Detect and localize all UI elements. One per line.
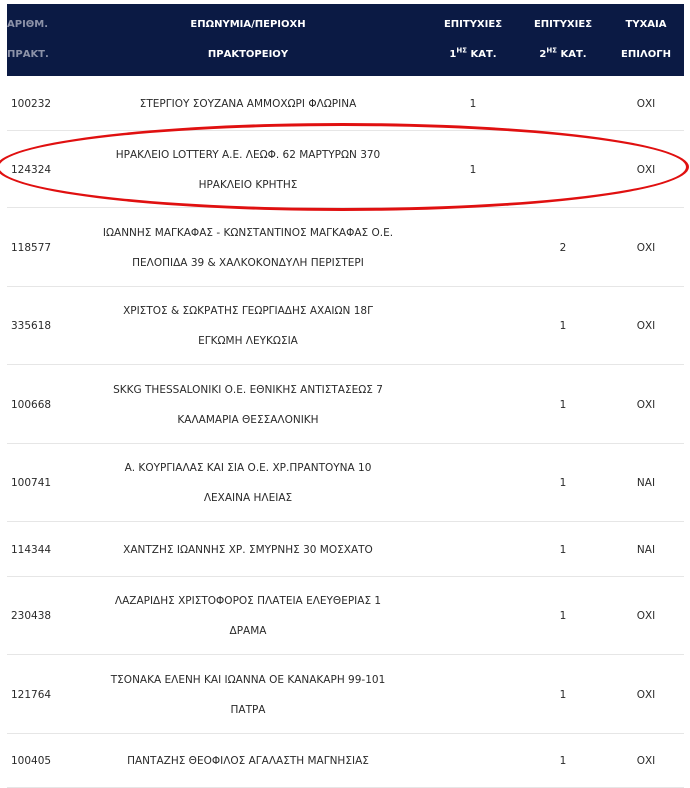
agency-name bbox=[68, 736, 428, 788]
header-agency-code: ΑΡΙΘΜ. ΠΡΑΚΤ. bbox=[7, 4, 68, 76]
table-header bbox=[7, 4, 684, 76]
second-category-wins bbox=[518, 78, 608, 130]
agency-code: 230438 bbox=[7, 579, 68, 655]
agency-name-line2: ΛΕΧΑΙΝΑ ΗΛΕΙΑΣ bbox=[203, 492, 293, 505]
header-second-category: ΕΠΙΤΥΧΙΕΣ $2^{H\Sigma}$ ΚΑΤ. bbox=[518, 4, 608, 76]
agency-code: 100232 bbox=[7, 78, 68, 130]
first-category-wins: 1 bbox=[428, 133, 518, 208]
second-category-wins: 1 bbox=[518, 524, 608, 576]
random-selection: ΟΧΙ bbox=[608, 579, 684, 655]
agency-code: 335618 bbox=[7, 289, 68, 365]
agency-name-line2: ΗΡΑΚΛΕΙΟ ΚΡΗΤΗΣ bbox=[198, 178, 298, 191]
random-selection: ΝΑΙ bbox=[608, 524, 684, 576]
first-category-wins bbox=[428, 657, 518, 733]
random-selection: ΟΧΙ bbox=[608, 289, 684, 365]
agency-name-line1: ΧΡΙΣΤΟΣ & ΣΩΚΡΑΤΗΣ ΓΕΩΡΓΙΑΔΗΣ ΑΧΑΙΩΝ 18Γ bbox=[123, 305, 373, 318]
table-row bbox=[7, 736, 684, 788]
agency-code: 114344 bbox=[7, 524, 68, 576]
agency-name-line1: ΙΩΑΝΝΗΣ ΜΑΓΚΑΦΑΣ - ΚΩΝΣΤΑΝΤΙΝΟΣ ΜΑΓΚΑΦΑΣ Ο.Ε. bbox=[102, 226, 394, 239]
winning-agencies-table bbox=[7, 4, 684, 788]
table-row bbox=[7, 289, 684, 365]
header-agency-name: ΕΠΩΝΥΜΙΑ/ΠΕΡΙΟΧΗ ΠΡΑΚΤΟΡΕΙΟΥ bbox=[68, 4, 428, 76]
second-category-wins bbox=[518, 133, 608, 208]
second-category-wins: 1 bbox=[518, 736, 608, 788]
agency-name-line2: ΕΓΚΩΜΗ ΛΕΥΚΩΣΙΑ bbox=[198, 335, 298, 348]
table-row bbox=[7, 78, 684, 130]
table-row bbox=[7, 133, 684, 208]
first-category-wins: 1 bbox=[428, 78, 518, 130]
agency-name bbox=[68, 367, 428, 443]
agency-name bbox=[68, 657, 428, 733]
agency-name-line2: ΚΑΛΑΜΑΡΙΑ ΘΕΣΣΑΛΟΝΙΚΗ bbox=[177, 413, 319, 426]
random-selection: ΟΧΙ bbox=[608, 736, 684, 788]
random-selection: ΝΑΙ bbox=[608, 446, 684, 522]
table-row bbox=[7, 446, 684, 522]
table-row bbox=[7, 210, 684, 286]
agency-name-line1: SKKG THESSALONIKI Ο.Ε. ΕΘΝΙΚΗΣ ΑΝΤΙΣΤΑΣΕΩΣ 7 bbox=[113, 383, 383, 396]
random-selection: ΟΧΙ bbox=[608, 133, 684, 208]
second-category-wins: 1 bbox=[518, 446, 608, 522]
header-random-selection: ΤΥΧΑΙΑ ΕΠΙΛΟΓΗ bbox=[608, 4, 684, 76]
first-category-wins bbox=[428, 289, 518, 365]
agency-name bbox=[68, 78, 428, 130]
agency-name bbox=[68, 133, 428, 208]
agency-code: 118577 bbox=[7, 210, 68, 286]
second-category-wins: 1 bbox=[518, 579, 608, 655]
table-body bbox=[7, 76, 684, 788]
agency-code: 100741 bbox=[7, 446, 68, 522]
agency-name-line1: ΤΣΟΝΑΚΑ ΕΛΕΝΗ ΚΑΙ ΙΩΑΝΝΑ ΟΕ ΚΑΝΑΚΑΡΗ 99-101 bbox=[110, 673, 386, 686]
random-selection: ΟΧΙ bbox=[608, 367, 684, 443]
first-category-wins bbox=[428, 524, 518, 576]
agency-name-line1: ΛΑΖΑΡΙΔΗΣ ΧΡΙΣΤΟΦΟΡΟΣ ΠΛΑΤΕΙΑ ΕΛΕΥΘΕΡΙΑΣ 1 bbox=[114, 595, 382, 608]
table-row bbox=[7, 657, 684, 733]
first-category-wins bbox=[428, 736, 518, 788]
first-category-wins bbox=[428, 446, 518, 522]
agency-name-line1: Α. ΚΟΥΡΓΙΑΛΑΣ ΚΑΙ ΣΙΑ Ο.Ε. ΧΡ.ΠΡΑΝΤΟΥΝΑ 10 bbox=[124, 462, 372, 475]
winners-table-container bbox=[7, 4, 684, 788]
agency-code: 121764 bbox=[7, 657, 68, 733]
second-category-wins: 1 bbox=[518, 657, 608, 733]
agency-name bbox=[68, 579, 428, 655]
first-category-wins bbox=[428, 579, 518, 655]
random-selection: ΟΧΙ bbox=[608, 210, 684, 286]
agency-code: 124324 bbox=[7, 133, 68, 208]
agency-name bbox=[68, 524, 428, 576]
agency-name-line2: ΔΡΑΜΑ bbox=[229, 625, 267, 638]
random-selection: ΟΧΙ bbox=[608, 78, 684, 130]
table-row bbox=[7, 524, 684, 576]
second-category-wins: 1 bbox=[518, 289, 608, 365]
agency-name bbox=[68, 210, 428, 286]
agency-name-line1: ΧΑΝΤΖΗΣ ΙΩΑΝΝΗΣ ΧΡ. ΣΜΥΡΝΗΣ 30 ΜΟΣΧΑΤΟ bbox=[123, 543, 373, 556]
agency-name bbox=[68, 446, 428, 522]
second-category-wins: 1 bbox=[518, 367, 608, 443]
first-category-wins bbox=[428, 210, 518, 286]
agency-name-line2: ΠΕΛΟΠΙΔΑ 39 & ΧΑΛΚΟΚΟΝΔΥΛΗ ΠΕΡΙΣΤΕΡΙ bbox=[132, 256, 364, 269]
agency-name-line1: ΣΤΕΡΓΙΟΥ ΣΟΥΖΑΝΑ ΑΜΜΟΧΩΡΙ ΦΛΩΡΙΝΑ bbox=[139, 97, 357, 110]
agency-name-line1: ΗΡΑΚΛΕΙΟ LOTTERY Α.Ε. ΛΕΩΦ. 62 ΜΑΡΤΥΡΩΝ 370 bbox=[115, 148, 381, 161]
agency-code: 100405 bbox=[7, 736, 68, 788]
agency-code: 100668 bbox=[7, 367, 68, 443]
second-category-wins: 2 bbox=[518, 210, 608, 286]
table-row bbox=[7, 367, 684, 443]
random-selection: ΟΧΙ bbox=[608, 657, 684, 733]
agency-name-line2: ΠΑΤΡΑ bbox=[230, 703, 266, 716]
header-first-category: ΕΠΙΤΥΧΙΕΣ $1^{H\Sigma}$ ΚΑΤ. bbox=[428, 4, 518, 76]
agency-name bbox=[68, 289, 428, 365]
table-row bbox=[7, 579, 684, 655]
agency-name-line1: ΠΑΝΤΑΖΗΣ ΘΕΟΦΙΛΟΣ ΑΓΑΛΑΣΤΗ ΜΑΓΝΗΣΙΑΣ bbox=[127, 755, 369, 768]
first-category-wins bbox=[428, 367, 518, 443]
